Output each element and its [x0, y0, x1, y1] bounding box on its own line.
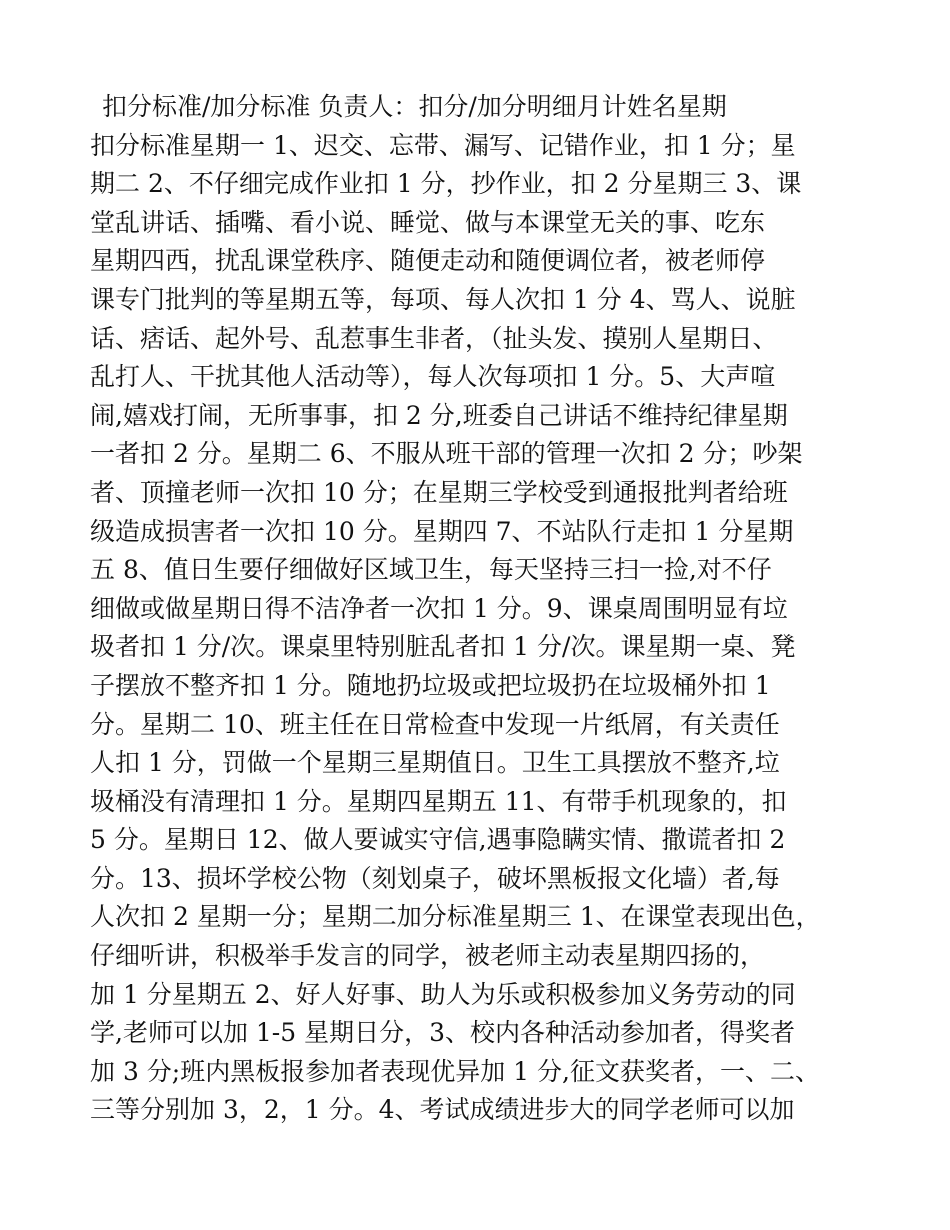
- text-line: 三等分别加 3，2，1 分。4、考试成绩进步大的同学老师可以加: [90, 1095, 795, 1125]
- text-line: 圾者扣 1 分/次。课桌里特别脏乱者扣 1 分/次。课星期一桌、凳: [90, 632, 796, 662]
- text-line: 五 8、值日生要仔细做好区域卫生，每天坚持三扫一捡,对不仔: [90, 555, 772, 585]
- text-line: 扣分标准/加分标准 负责人：扣分/加分明细月计姓名星期: [102, 92, 727, 121]
- document-body: [90, 88, 880, 1130]
- text-line: 扣分标准星期一 1、迟交、忘带、漏写、记错作业，扣 1 分；星: [90, 130, 796, 160]
- text-line: 级造成损害者一次扣 10 分。星期四 7、不站队行走扣 1 分星期: [90, 516, 794, 546]
- text-line: 期二 2、不仔细完成作业扣 1 分，抄作业，扣 2 分星期三 3、课: [90, 169, 802, 199]
- text-line: 圾桶没有清理扣 1 分。星期四星期五 11、有带手机现象的，扣: [90, 786, 787, 816]
- text-line: 分。13、损坏学校公物（刻划桌子，破坏黑板报文化墙）者,每: [90, 863, 780, 893]
- text-line: 话、痞话、起外号、乱惹事生非者，（扯头发、摸别人星期日、: [90, 323, 778, 353]
- text-line: 仔细听讲，积极举手发言的同学，被老师主动表星期四扬的，: [90, 941, 766, 971]
- text-line: 堂乱讲话、插嘴、看小说、睡觉、做与本课堂无关的事、吃东: [90, 207, 766, 237]
- text-line: 细做或做星期日得不洁净者一次扣 1 分。9、课桌周围明显有垃: [90, 593, 788, 623]
- text-line: 课专门批判的等星期五等，每项、每人次扣 1 分 4、骂人、说脏: [90, 284, 796, 314]
- text-line: 闹,嬉戏打闹，无所事事，扣 2 分,班委自己讲话不维持纪律星期: [90, 400, 788, 430]
- text-line: 人扣 1 分，罚做一个星期三星期值日。卫生工具摆放不整齐,垃: [90, 748, 780, 778]
- text-line: 人次扣 2 星期一分；星期二加分标准星期三 1、在课堂表现出色，: [90, 902, 821, 932]
- text-line: 5 分。星期日 12、做人要诚实守信,遇事隐瞒实情、撒谎者扣 2: [90, 825, 786, 855]
- text-line: 一者扣 2 分。星期二 6、不服从班干部的管理一次扣 2 分；吵架: [90, 439, 803, 469]
- text-line: 分。星期二 10、班主任在日常检查中发现一片纸屑，有关责任: [90, 709, 780, 739]
- text-line: 加 1 分星期五 2、好人好事、助人为乐或积极参加义务劳动的同: [90, 979, 796, 1009]
- text-line: 者、顶撞老师一次扣 10 分；在星期三学校受到通报批判者给班: [90, 477, 788, 507]
- text-line: 学,老师可以加 1-5 星期日分，3、校内各种活动参加者，得奖者: [90, 1018, 796, 1048]
- text-line: 加 3 分;班内黑板报参加者表现优异加 1 分,征文获奖者，一、二、: [90, 1056, 820, 1086]
- text-line: 乱打人、干扰其他人活动等），每人次每项扣 1 分。5、大声喧: [90, 362, 776, 392]
- text-line: 星期四西，扰乱课堂秩序、随便走动和随便调位者，被老师停: [90, 246, 766, 276]
- text-line: 子摆放不整齐扣 1 分。随地扔垃圾或把垃圾扔在垃圾桶外扣 1: [90, 670, 771, 700]
